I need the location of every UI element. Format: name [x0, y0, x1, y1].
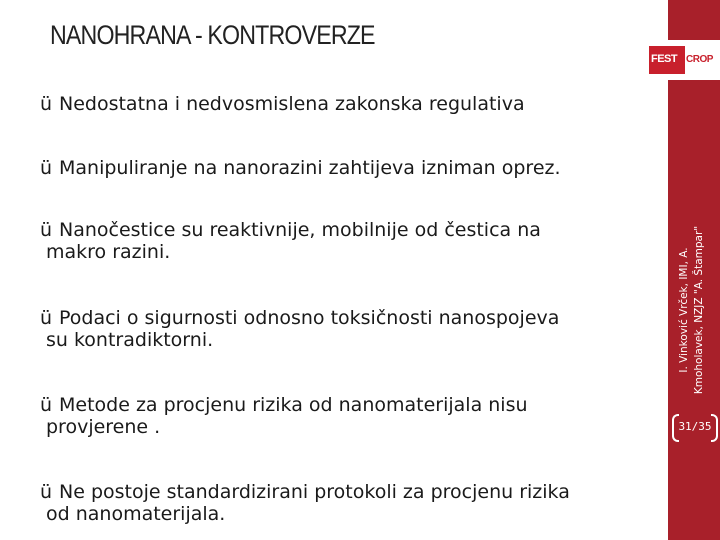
bullet-text: Manipuliranje na nanorazini zahtijeva izniman oprez.: [59, 157, 561, 179]
bullet-text-continued: od nanomaterijala.: [46, 503, 226, 525]
author-line-1: I. Vinković Vrček, IMI, A.: [678, 247, 690, 373]
bullet-item: [40, 394, 660, 438]
author-credit: [677, 185, 711, 435]
bullet-text-continued: provjerene .: [46, 416, 161, 438]
check-icon: ü: [40, 93, 53, 115]
logo-text-left: FEST: [651, 53, 678, 65]
bullet-item: [40, 219, 660, 263]
logo-text-right: CROP: [686, 54, 713, 65]
bullet-text: Ne postoje standardizirani protokoli za procjenu rizika: [59, 481, 570, 503]
check-icon: ü: [40, 219, 53, 241]
bullet-text: Nanočestice su reaktivnije, mobilnije od čestica na: [59, 219, 541, 241]
page-indicator: [670, 414, 720, 444]
bullet-item: [40, 481, 660, 525]
bullet-text: Nedostatna i nedvosmislena zakonska regulativa: [59, 93, 525, 115]
bullet-text-continued: makro razini.: [46, 241, 171, 263]
check-icon: ü: [40, 157, 53, 179]
check-icon: ü: [40, 394, 53, 416]
page-number: 31/35: [678, 420, 712, 433]
check-icon: ü: [40, 481, 53, 503]
check-icon: ü: [40, 307, 53, 329]
bullet-item: [40, 93, 660, 115]
festcrop-logo: [649, 46, 715, 74]
author-line-2: Kmoholavek, NZJZ "A. Štampar": [693, 225, 705, 395]
bullet-item: [40, 157, 660, 179]
slide-title: NANOHRANA - KONTROVERZE: [50, 20, 375, 50]
bullet-text: Metode za procjenu rizika od nanomaterijala nisu: [59, 394, 528, 416]
bullet-text-continued: su kontradiktorni.: [46, 329, 214, 351]
bullet-text: Podaci o sigurnosti odnosno toksičnosti nanospojeva: [59, 307, 560, 329]
bullet-item: [40, 307, 660, 351]
